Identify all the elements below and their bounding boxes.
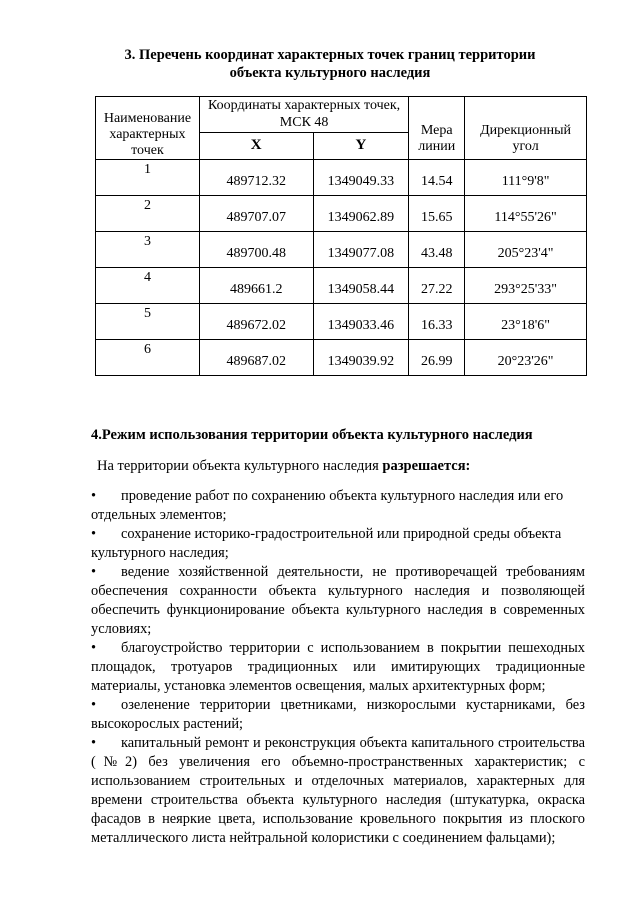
y-coordinate-cell: 1349062.89 xyxy=(313,196,409,232)
point-number-cell: 3 xyxy=(96,232,200,268)
line-measure-cell: 26.99 xyxy=(409,340,465,376)
section-3-title-line-1: 3. Перечень координат характерных точек границ территории xyxy=(124,47,536,63)
list-item-text: озеленение территории цветниками, низкорослыми кустарниками, без высокорослых растений; xyxy=(91,697,585,732)
list-item-text: капитальный ремонт и реконструкция объекта капитального строительства (№2) без увеличения его объемно-пространственных характеристик; с использованием строительных и отделочных материалов, характерных для времени строительства объекта культурного наследия (штукатурка, окраска фасадов в неяркие цвета, использование кровельного покрытия из плоского металлического листа нейтральной колористики с соединением фальцами); xyxy=(91,735,585,846)
list-item xyxy=(91,487,585,525)
direction-angle-cell: 293°25'33" xyxy=(465,268,587,304)
table-row xyxy=(96,196,587,232)
point-number-cell: 5 xyxy=(96,304,200,340)
intro-text: На территории объекта культурного наследия xyxy=(97,458,383,474)
line-measure-cell: 16.33 xyxy=(409,304,465,340)
direction-angle-cell: 23°18'6" xyxy=(465,304,587,340)
bullet-icon: • xyxy=(91,735,97,751)
list-item xyxy=(91,563,585,639)
bullet-icon: • xyxy=(91,697,97,713)
list-item-text: ведение хозяйственной деятельности, не противоречащей требованиям обеспечения сохранности объекта культурного наследия и позволяющей обеспечить функционирование объекта культурного наследия в современных условиях; xyxy=(91,564,585,637)
bullet-icon: • xyxy=(91,640,97,656)
list-item xyxy=(91,639,585,696)
x-coordinate-cell: 489700.48 xyxy=(199,232,313,268)
header-line-measure: Мера линии xyxy=(409,97,465,160)
coordinates-table-body xyxy=(96,160,587,376)
y-coordinate-cell: 1349049.33 xyxy=(313,160,409,196)
x-coordinate-cell: 489672.02 xyxy=(199,304,313,340)
section-3-title-line-2: объекта культурного наследия xyxy=(229,65,431,81)
bullet-icon: • xyxy=(91,488,97,504)
line-measure-cell: 27.22 xyxy=(409,268,465,304)
bullet-icon: • xyxy=(91,526,97,542)
header-direction-angle: Дирекционный угол xyxy=(465,97,587,160)
y-coordinate-cell: 1349058.44 xyxy=(313,268,409,304)
x-coordinate-cell: 489707.07 xyxy=(199,196,313,232)
table-row xyxy=(96,268,587,304)
table-row xyxy=(96,304,587,340)
y-coordinate-cell: 1349033.46 xyxy=(313,304,409,340)
section-3-title xyxy=(100,46,560,82)
x-coordinate-cell: 489661.2 xyxy=(199,268,313,304)
permitted-activities-list xyxy=(91,487,585,848)
point-number-cell: 4 xyxy=(96,268,200,304)
table-row xyxy=(96,160,587,196)
list-item-text: благоустройство территории с использованием в покрытии пешеходных площадок, тротуаров традиционных или имитирующих традиционные материалы, установка элементов освещения, малых архитектурных форм; xyxy=(91,640,585,694)
table-row xyxy=(96,340,587,376)
table-row xyxy=(96,232,587,268)
direction-angle-cell: 114°55'26" xyxy=(465,196,587,232)
section-4-intro xyxy=(97,458,470,475)
bullet-icon: • xyxy=(91,564,97,580)
intro-bold: разрешается: xyxy=(382,458,471,474)
direction-angle-cell: 20°23'26" xyxy=(465,340,587,376)
y-coordinate-cell: 1349039.92 xyxy=(313,340,409,376)
point-number-cell: 2 xyxy=(96,196,200,232)
header-point-name: Наименование характерных точек xyxy=(96,97,200,160)
direction-angle-cell: 205°23'4" xyxy=(465,232,587,268)
line-measure-cell: 43.48 xyxy=(409,232,465,268)
list-item xyxy=(91,696,585,734)
header-y: Y xyxy=(313,132,409,159)
line-measure-cell: 15.65 xyxy=(409,196,465,232)
header-x: X xyxy=(199,132,313,159)
section-4-title: 4.Режим использования территории объекта культурного наследия xyxy=(91,427,533,443)
list-item-text: сохранение историко-градостроительной или природной среды объекта культурного наследия; xyxy=(91,526,562,561)
list-item xyxy=(91,525,585,563)
x-coordinate-cell: 489687.02 xyxy=(199,340,313,376)
line-measure-cell: 14.54 xyxy=(409,160,465,196)
point-number-cell: 6 xyxy=(96,340,200,376)
list-item-text: проведение работ по сохранению объекта культурного наследия или его отдельных элементов; xyxy=(91,488,564,523)
header-coordinates: Координаты характерных точек, МСК 48 xyxy=(199,97,408,133)
coordinates-table xyxy=(95,96,587,376)
point-number-cell: 1 xyxy=(96,160,200,196)
y-coordinate-cell: 1349077.08 xyxy=(313,232,409,268)
direction-angle-cell: 111°9'8" xyxy=(465,160,587,196)
list-item xyxy=(91,734,585,848)
x-coordinate-cell: 489712.32 xyxy=(199,160,313,196)
